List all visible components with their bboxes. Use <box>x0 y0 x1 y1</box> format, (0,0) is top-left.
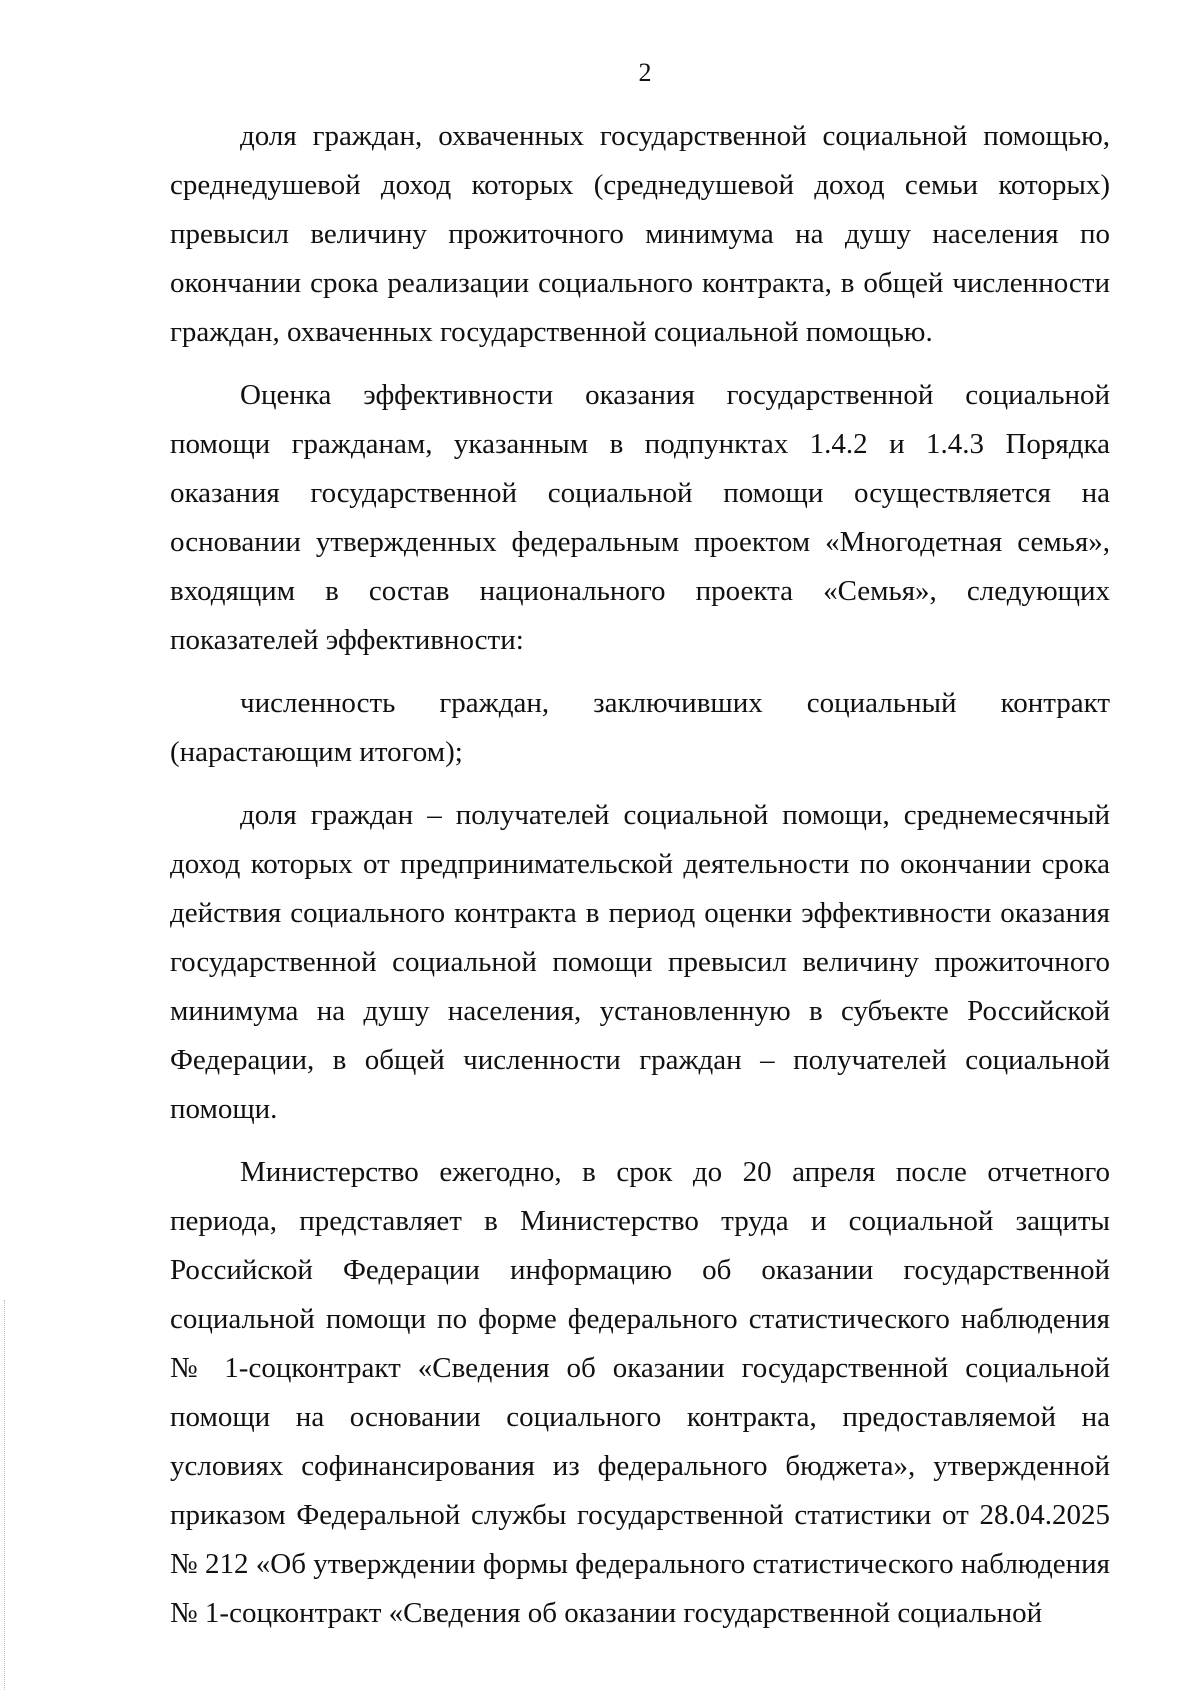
paragraph-number-of-citizens: численность граждан, заключивших социальный контракт (нарастающим итогом); <box>170 687 1110 768</box>
paragraph-share-of-recipients: доля граждан – получателей социальной помощи, среднемесячный доход которых от предпринимательской деятельности по окончании срока действия социального контракта в период оценки эффективности оказания государственной социальной помощи превысил величину прожиточного минимума на душу населения, установленную в субъекте Российской Федерации, в общей численности граждан – получателей социальной помощи. <box>170 799 1110 1125</box>
page-number: 2 <box>638 58 652 87</box>
paragraph-efficiency-assessment: Оценка эффективности оказания государственной социальной помощи гражданам, указанным в подпунктах 1.4.2 и 1.4.3 Порядка оказания государственной социальной помощи осуществляется на основании утвержденных федеральным проектом «Многодетная семья», входящим в состав национального проекта «Семья», следующих показателей эффективности: <box>170 379 1110 656</box>
document-body <box>170 112 1110 1638</box>
paragraph-share-of-citizens: доля граждан, охваченных государственной социальной помощью, среднедушевой доход которых (среднедушевой доход семьи которых) превысил величину прожиточного минимума на душу населения по окончании срока реализации социального контракта, в общей численности граждан, охваченных государственной социальной помощью. <box>170 120 1110 348</box>
scan-edge-marks <box>4 1300 7 1690</box>
paragraph-ministry-reporting: Министерство ежегодно, в срок до 20 апреля после отчетного периода, представляет в Министерство труда и социальной защиты Российской Федерации информацию об оказании государственной социальной помощи по форме федерального статистического наблюдения № 1-соцконтракт «Сведения об оказании государственной социальной помощи на основании социального контракта, предоставляемой на условиях софинансирования из федерального бюджета», утвержденной приказом Федеральной службы государственной статистики от 28.04.2025 № 212 «Об утверждении формы федерального статистического наблюдения № 1-соцконтракт «Сведения об оказании государственной социальной <box>170 1156 1110 1629</box>
